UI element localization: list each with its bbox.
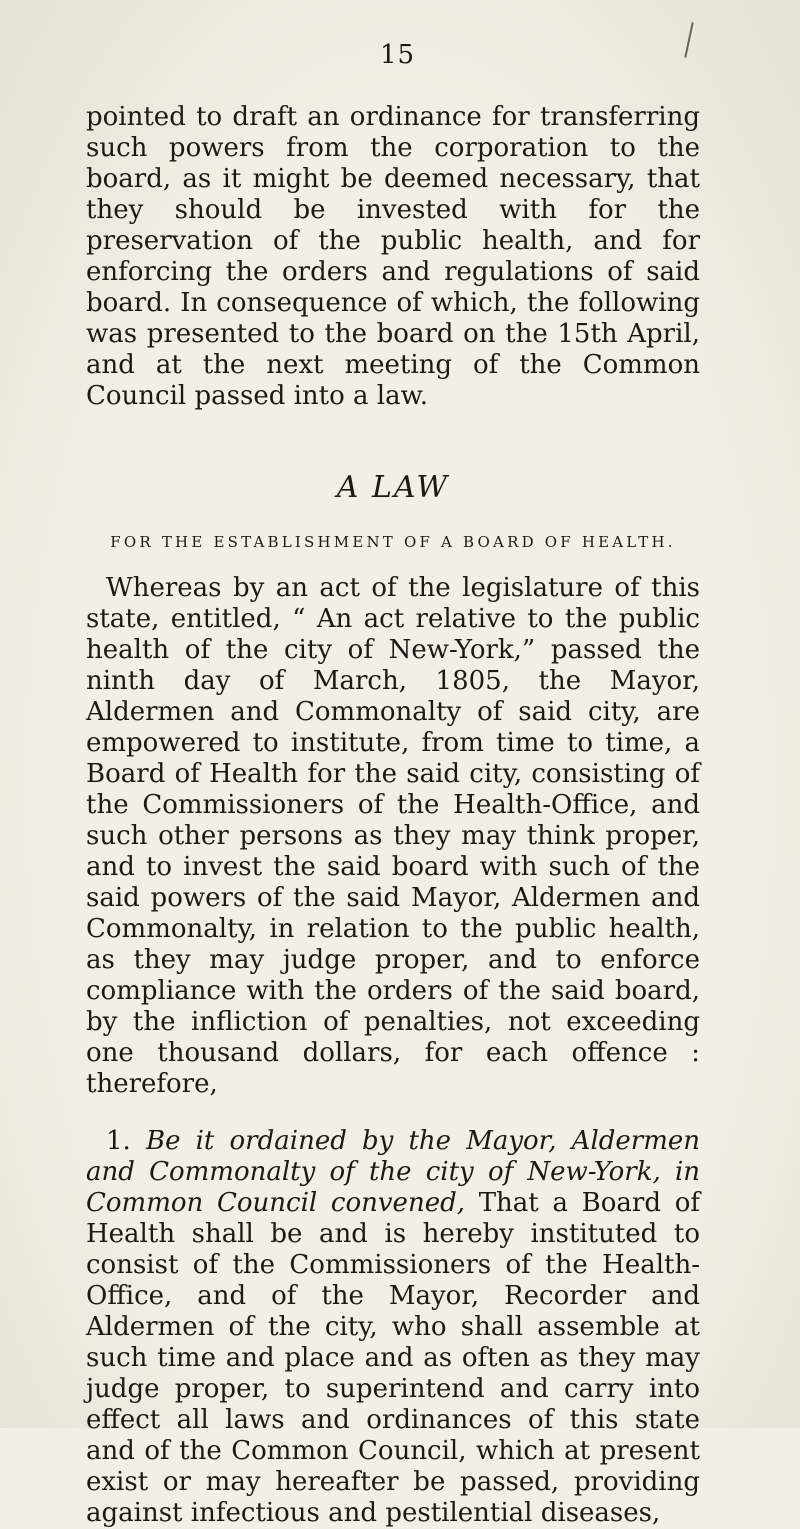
section-1-paragraph	[86, 1126, 700, 1529]
page-number: 15	[380, 40, 416, 70]
intro-paragraph: pointed to draft an ordinance for transferring such powers from the corporation to the board, as it might be deemed necessary, that they should be invested with for the preservation of the public health, and for enforcing the orders and regulations of said board. In consequence of which, the following was presented to the board on the 15th April, and at the next meeting of the Common Council passed into a law.	[86, 102, 700, 411]
whereas-paragraph: Whereas by an act of the legislature of this state, entitled, “ An act relative to the public health of the city of New-York,” passed the ninth day of March, 1805, the Mayor, Aldermen and Commonalty of said city, are empowered to institute, from time to time, a Board of Health for the said city, consisting of the Commissioners of the Health-Office, and such other persons as they may think proper, and to invest the said board with such of the said powers of the said Mayor, Aldermen and Commonalty, in relation to the public health, as they may judge proper, and to enforce compliance with the orders of the said board, by the infliction of penalties, not exceeding one thousand dollars, for each offence : therefore,	[86, 573, 700, 1099]
margin-mark	[684, 22, 693, 58]
enacting-clause: Be it ordained by the Mayor, Aldermen and Commonalty of the city of New-York, in Common Council convened,	[86, 1126, 700, 1218]
law-subtitle: FOR THE ESTABLISHMENT OF A BOARD OF HEALTH.	[110, 533, 676, 551]
section-1-text: That a Board of Health shall be and is hereby instituted to consist of the Commissioners of the Health-Office, and of the Mayor, Recorder and Aldermen of the city, who shall assemble at such time and place and as often as they may judge proper, to superintend and carry into effect all laws and ordinances of this state and of the Common Council, which at present exist or may hereafter be passed, providing against infectious and pestilential diseases,	[86, 1188, 700, 1528]
law-title: A LAW	[336, 470, 450, 505]
section-number: 1.	[106, 1126, 131, 1156]
